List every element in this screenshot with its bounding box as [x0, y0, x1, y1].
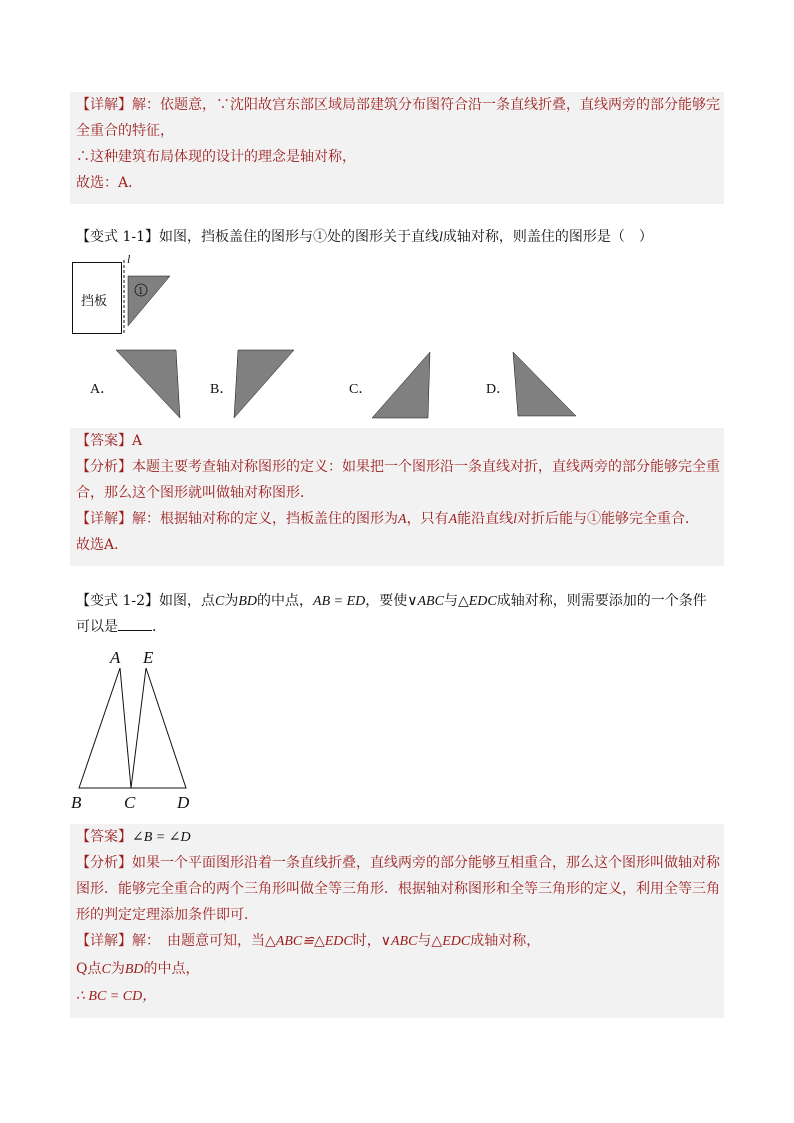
q-text-4: ，要使: [365, 593, 408, 609]
detail-line-1: [76, 932, 540, 951]
q-text-line2-end: ．: [152, 619, 166, 635]
detail-text: 解： 由题意可知，当: [132, 933, 265, 949]
option-c[interactable]: C．: [349, 382, 373, 397]
detail-text-5: 为: [110, 961, 125, 977]
solution-box-1: [70, 92, 724, 204]
detail-line-2: [76, 960, 200, 979]
detail-var-a: A: [398, 512, 407, 527]
detail-line-4: 故选：A．: [76, 175, 143, 191]
answer-value: ∠B = ∠D: [132, 830, 191, 845]
analysis-text: 如果一个平面图形沿着一条直线折叠，直线两旁的部分能够互相重合，那么这个图形叫做轴对称: [132, 855, 720, 871]
detail-text-3: 与: [417, 933, 432, 949]
detail-text: 解：依题意，∵沈阳故宫东部区域局部建筑分布图符合沿一条直线折叠，直线两旁的部分能够完: [132, 97, 720, 113]
board-label: 挡板: [81, 294, 108, 309]
q-eq: AB = ED: [313, 594, 366, 609]
detail-var-c: C: [101, 962, 111, 977]
detail-congruence: △ABC≌△EDC: [265, 934, 353, 949]
analysis-line-3: 形的判定定理添加条件即可．: [76, 907, 258, 923]
analysis-line-1: [76, 458, 720, 476]
detail-tri-2: △EDC: [431, 934, 471, 949]
question-1-1: [76, 228, 653, 247]
option-b-shape: [232, 348, 298, 420]
question-1-2-line-2: [76, 618, 166, 636]
q-var-bd: BD: [238, 594, 258, 609]
label-d: D: [177, 793, 190, 812]
detail-line-3: ∴ BC = CD，: [76, 989, 157, 1004]
detail-text-4: 成轴对称，: [470, 933, 541, 949]
option-a[interactable]: A．: [90, 382, 115, 397]
question-1-2: [76, 592, 707, 611]
detail-text-2: ，只有: [406, 511, 449, 527]
analysis-tag: 【分析】: [76, 855, 132, 871]
answer-value: A: [132, 433, 143, 449]
detail-tag: 【详解】: [76, 511, 132, 527]
option-d[interactable]: D．: [486, 382, 511, 397]
solution-box-2: [70, 428, 724, 566]
question-text: 如图，挡板盖住的图形与①处的图形关于直线: [159, 229, 439, 245]
solution-box-3: [70, 824, 724, 1018]
q-text-3: 的中点，: [257, 593, 314, 609]
question-tag: 【变式 1-2】: [76, 593, 159, 609]
label-c: C: [124, 793, 136, 812]
q-text-5: 与: [443, 593, 458, 609]
answer-line: [76, 432, 142, 450]
question-tag: 【变式 1-1】: [76, 229, 159, 245]
circle-1-label: 1: [138, 287, 144, 297]
q-var-c: C: [215, 594, 225, 609]
q-tri-2: △EDC: [457, 594, 497, 609]
detail-line-2: 全重合的特征，: [76, 123, 174, 139]
analysis-line-2: 图形．能够完全重合的两个三角形叫做全等三角形．根据轴对称图形和全等三角形的定义，利用全等三角: [76, 881, 720, 897]
label-e: E: [143, 648, 154, 667]
detail-tag: 【详解】: [76, 97, 132, 113]
answer-tag: 【答案】: [76, 433, 132, 449]
option-c-shape: [370, 350, 434, 420]
shape-1: [128, 276, 170, 326]
line-l-label: l: [127, 252, 131, 266]
option-d-shape: [510, 350, 580, 420]
q-text-1: 如图，点: [159, 593, 215, 609]
line-var: l: [439, 230, 443, 245]
detail-var-a2: A: [448, 512, 458, 527]
detail-text-4: 对折后能与①能够完全重合．: [517, 511, 700, 527]
triangle-abc: [79, 668, 131, 788]
label-a: A: [110, 648, 121, 667]
detail-text-6: 的中点，: [143, 961, 200, 977]
detail-since: Q点: [76, 961, 102, 977]
analysis-line-2: 合，那么这个图形就叫做轴对称图形．: [76, 485, 314, 501]
detail-line-2: 故选A．: [76, 537, 129, 553]
triangle-edc: [131, 668, 186, 788]
option-b[interactable]: B．: [210, 382, 234, 397]
q-text-2: 为: [224, 593, 239, 609]
q-text-6: 成轴对称，则需要添加的一个条件: [496, 593, 707, 609]
label-b: B: [71, 793, 82, 812]
triangles-figure: [70, 644, 210, 814]
detail-line-3: ∴这种建筑布局体现的设计的理念是轴对称，: [76, 149, 356, 165]
detail-text-3: 能沿直线: [457, 511, 514, 527]
analysis-line-1: [76, 854, 720, 872]
analysis-tag: 【分析】: [76, 459, 132, 475]
answer-blank[interactable]: [118, 618, 152, 631]
option-a-shape: [114, 348, 184, 420]
detail-tag: 【详解】: [76, 933, 132, 949]
detail-line-1: [76, 510, 699, 529]
q-text-line2: 可以是: [76, 619, 118, 635]
detail-text: 解：根据轴对称的定义，挡板盖住的图形为: [132, 511, 398, 527]
detail-text-2: 时，: [352, 933, 381, 949]
board-figure: [72, 262, 122, 334]
answer-line: [76, 828, 191, 847]
detail-var-bd: BD: [124, 962, 144, 977]
detail-var-l: l: [513, 512, 518, 527]
question-text-end: 成轴对称，则盖住的图形是（ ）: [442, 229, 653, 245]
answer-tag: 【答案】: [76, 829, 132, 845]
detail-line-1: [76, 96, 720, 114]
detail-tri-1: ∨ABC: [380, 934, 418, 949]
analysis-text: 本题主要考查轴对称图形的定义：如果把一个图形沿一条直线对折，直线两旁的部分能够完全重: [132, 459, 720, 475]
q-tri-1: ∨ABC: [407, 594, 444, 609]
